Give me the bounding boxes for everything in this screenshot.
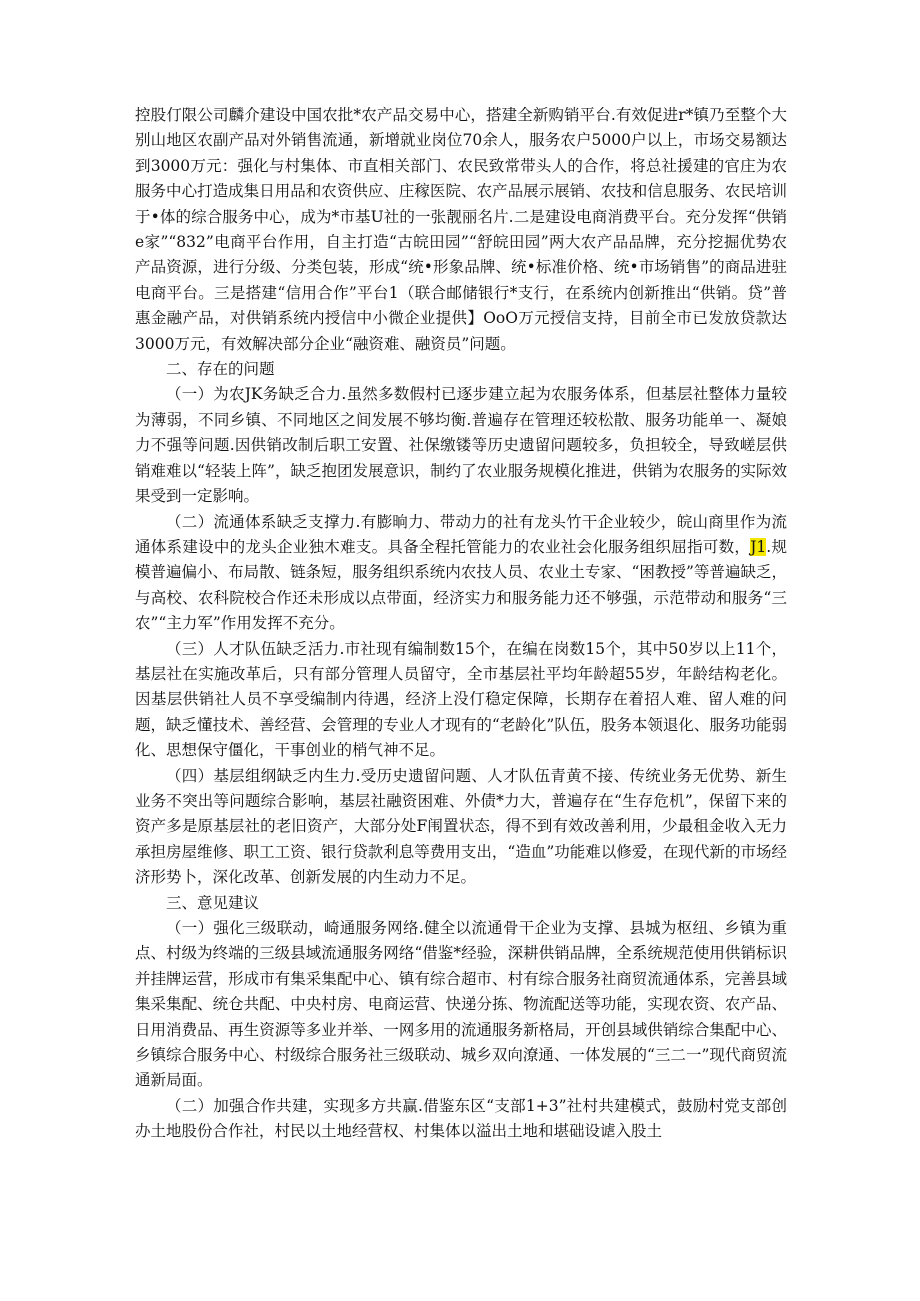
problem-paragraph-1: （一）为农JK务缺乏合力.虽然多数假村已逐步建立起为农服务体系，但基层社整体力量较为薄弱，不同乡镇、不同地区之间发展不够均衡.普遍存在管理还较松散、服务功能单一、凝娘力不强等问题.因供销改制后职工安置、社保缴镂等历史遗留问题较多，负担较全，导致嵯层供销难难以“轻装上阵”，缺乏抱团发展意识，制约了农业服务规模化推进，供销为农服务的实际效果受到一定影响。 bbox=[135, 385, 787, 506]
problem-paragraph-2-end: .规模普遍偏小、布局散、链条短，服务组织系统内农技人员、农业土专家、“困教授”等普遍缺乏，与高校、农科院校合作还未形成以点带面，经济实力和服务能力还不够强，示范带动和服务“三农”“主力军”作用发挥不充分。 bbox=[135, 537, 787, 633]
problem-paragraph-3: （三）人才队伍缺乏活力.市社现有编制数15个，在编在岗数15个，其中50岁以上11个，基层社在实施改革后，只有部分管理人员留守，全市基层社平均年龄超55岁，年龄结构老化。因基层供销社人员不享受编制内待遇，经济上没仃稳定保障，长期存在着招人难、留人难的问题，缺乏懂技术、善经营、会管理的专业人才现有的“老龄化”队伍，股务本领退化、服务功能弱化、思想保守僵化，干事创业的梢气神不足。 bbox=[135, 639, 787, 760]
document-page bbox=[135, 103, 787, 1145]
section-heading-suggestions: 三、意见建议 bbox=[166, 893, 260, 912]
problem-paragraph-2 bbox=[135, 510, 787, 637]
highlighted-text: J1 bbox=[750, 537, 767, 556]
suggestion-paragraph-1: （一）强化三级联动，崎通服务网络.健全以流通骨干企业为支撑、县城为枢纽、乡镇为重点、村级为终端的三级县域流通服务网络“借鉴*经验，深耕供销品牌，全系统规范使用供销标识并挂牌运营，形成市有集采集配中心、镇有综合超市、村有综合服务社商贸流通体系，完善县域集采集配、统仓共配、中央村房、电商运营、快递分拣、物流配送等功能，实现农资、农产品、日用消费品、再生资源等多业并举、一网多用的流通服务新格局，开创县域供销综合集配中心、乡镇综合服务中心、村级综合服务社三级联动、城乡双向潦通、一体发展的“三二一”现代商贸流通新局面。 bbox=[135, 919, 787, 1090]
suggestion-paragraph-2: （二）加强合作共建，实现多方共赢.借鉴东区“支部1+3”社村共建模式，鼓励村党支部创办土地股份合作社，村民以土地经营权、村集体以溢出土地和堪础设谑入股土 bbox=[135, 1096, 787, 1141]
intro-paragraph: 控股仃限公司麟介建设中国农批*农产品交易中心，搭建全新购销平台.有效促进r*镇乃至整个大别山地区农副产品对外销售流通，新增就业岗位70余人，服务农户5000户以上，市场交易额达到3000万元：强化与村集体、市直相关部门、农民致常带头人的合作，将总社援建的官庄为农服务中心打造成集日用品和农资供应、庄稼医院、农产品展示展销、农技和信息服务、农民培训于•体的综合服务中心，成为*市基U社的一张靓丽名片.二是建设电商消费平台。充分发挥“供销e家”“832”电商平台作用，自主打造“古皖田园”“舒皖田园”两大农产品品牌，充分挖掘优势农产品资源，进行分级、分类包装，形成“统•形象品牌、统•标准价格、统•市场销售”的商品进驻电商平台。三是搭建“信用合作”平台1（联合邮储银行*支行，在系统内创新推出“供销。贷”普惠金融产品，对供销系统内授信中小微企业提供】OoO万元授信支持，目前全市已发放贷款达3000万元，有效解决部分企业“融资难、融资员”问题。 bbox=[135, 106, 787, 353]
problem-paragraph-2-start: （二）流通体系缺乏支撑力.有膨晌力、带动力的社有龙头竹干企业较少，皖山商里作为流通体系建设中的龙头企业独木难支。具备全程托管能力的农业社会化服务组织屈指可数， bbox=[135, 512, 787, 556]
section-heading-problems: 二、存在的问题 bbox=[166, 360, 275, 379]
problem-paragraph-4: （四）基层组纲缺乏内生力.受历史遗留问题、人才队伍青黄不接、传统业务无优势、新生业务不突出等问题综合影响，基层社融资困难、外债*力大，普遍存在“生存危机”，保留下来的资产多是原基层社的老旧资产，大部分处F闱置状态，得不到有效改善利用，少最租金收入无力承担房屋维修、职工工资、银行贷款利息等费用支出，“造血”功能难以修爱，在现代新的市场经济形势卜，深化改革、创新发展的内生动力不足。 bbox=[135, 766, 787, 887]
